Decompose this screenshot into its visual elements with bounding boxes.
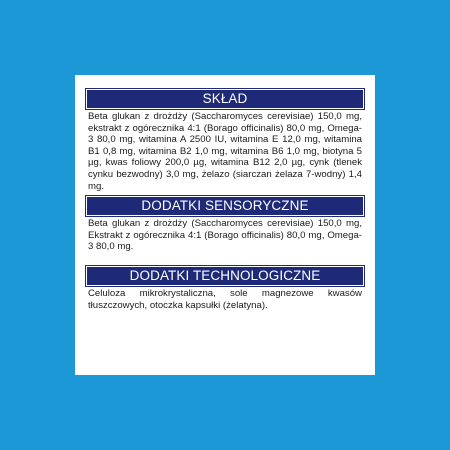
section-text-dodatki-technologiczne: Celuloza mikrokrystaliczna, sole magnezowe kwasów tłuszczowych, otoczka kapsułki (żelatyna).: [88, 287, 362, 311]
section-text-sklad: Beta glukan z drożdży (Saccharomyces cerevisiae) 150,0 mg, ekstrakt z ogórecznika 4:1 (Borago officinalis) 80,0 mg, Omega-3 80,0 mg, witamina A 2500 IU, witamina E 12,0 mg, witamina B1 0,8 mg, witamina B2 1,0 mg, witamina B6 1,0 mg, biotyna 5 µg, kwas foliowy 200,0 µg, witamina B12 2,0 µg, cynk (tlenek cynku bezwodny) 3,0 mg, żelazo (siarczan żelaza 7-wodny) 1,4 mg.: [88, 111, 362, 192]
section-header-dodatki-technologiczne: DODATKI TECHNOLOGICZNE: [85, 265, 365, 287]
label-card: [75, 75, 375, 375]
section-header-dodatki-sensoryczne: DODATKI SENSORYCZNE: [85, 195, 365, 217]
section-text-dodatki-sensoryczne: Beta glukan z drożdży (Saccharomyces cerevisiae) 150,0 mg, Ekstrakt z ogórecznika 4:1 (Borago officinalis) 80,0 mg, Omega-3 80,0 mg.: [88, 218, 362, 253]
section-header-sklad: SKŁAD: [85, 88, 365, 110]
section-spacer: [85, 253, 365, 265]
